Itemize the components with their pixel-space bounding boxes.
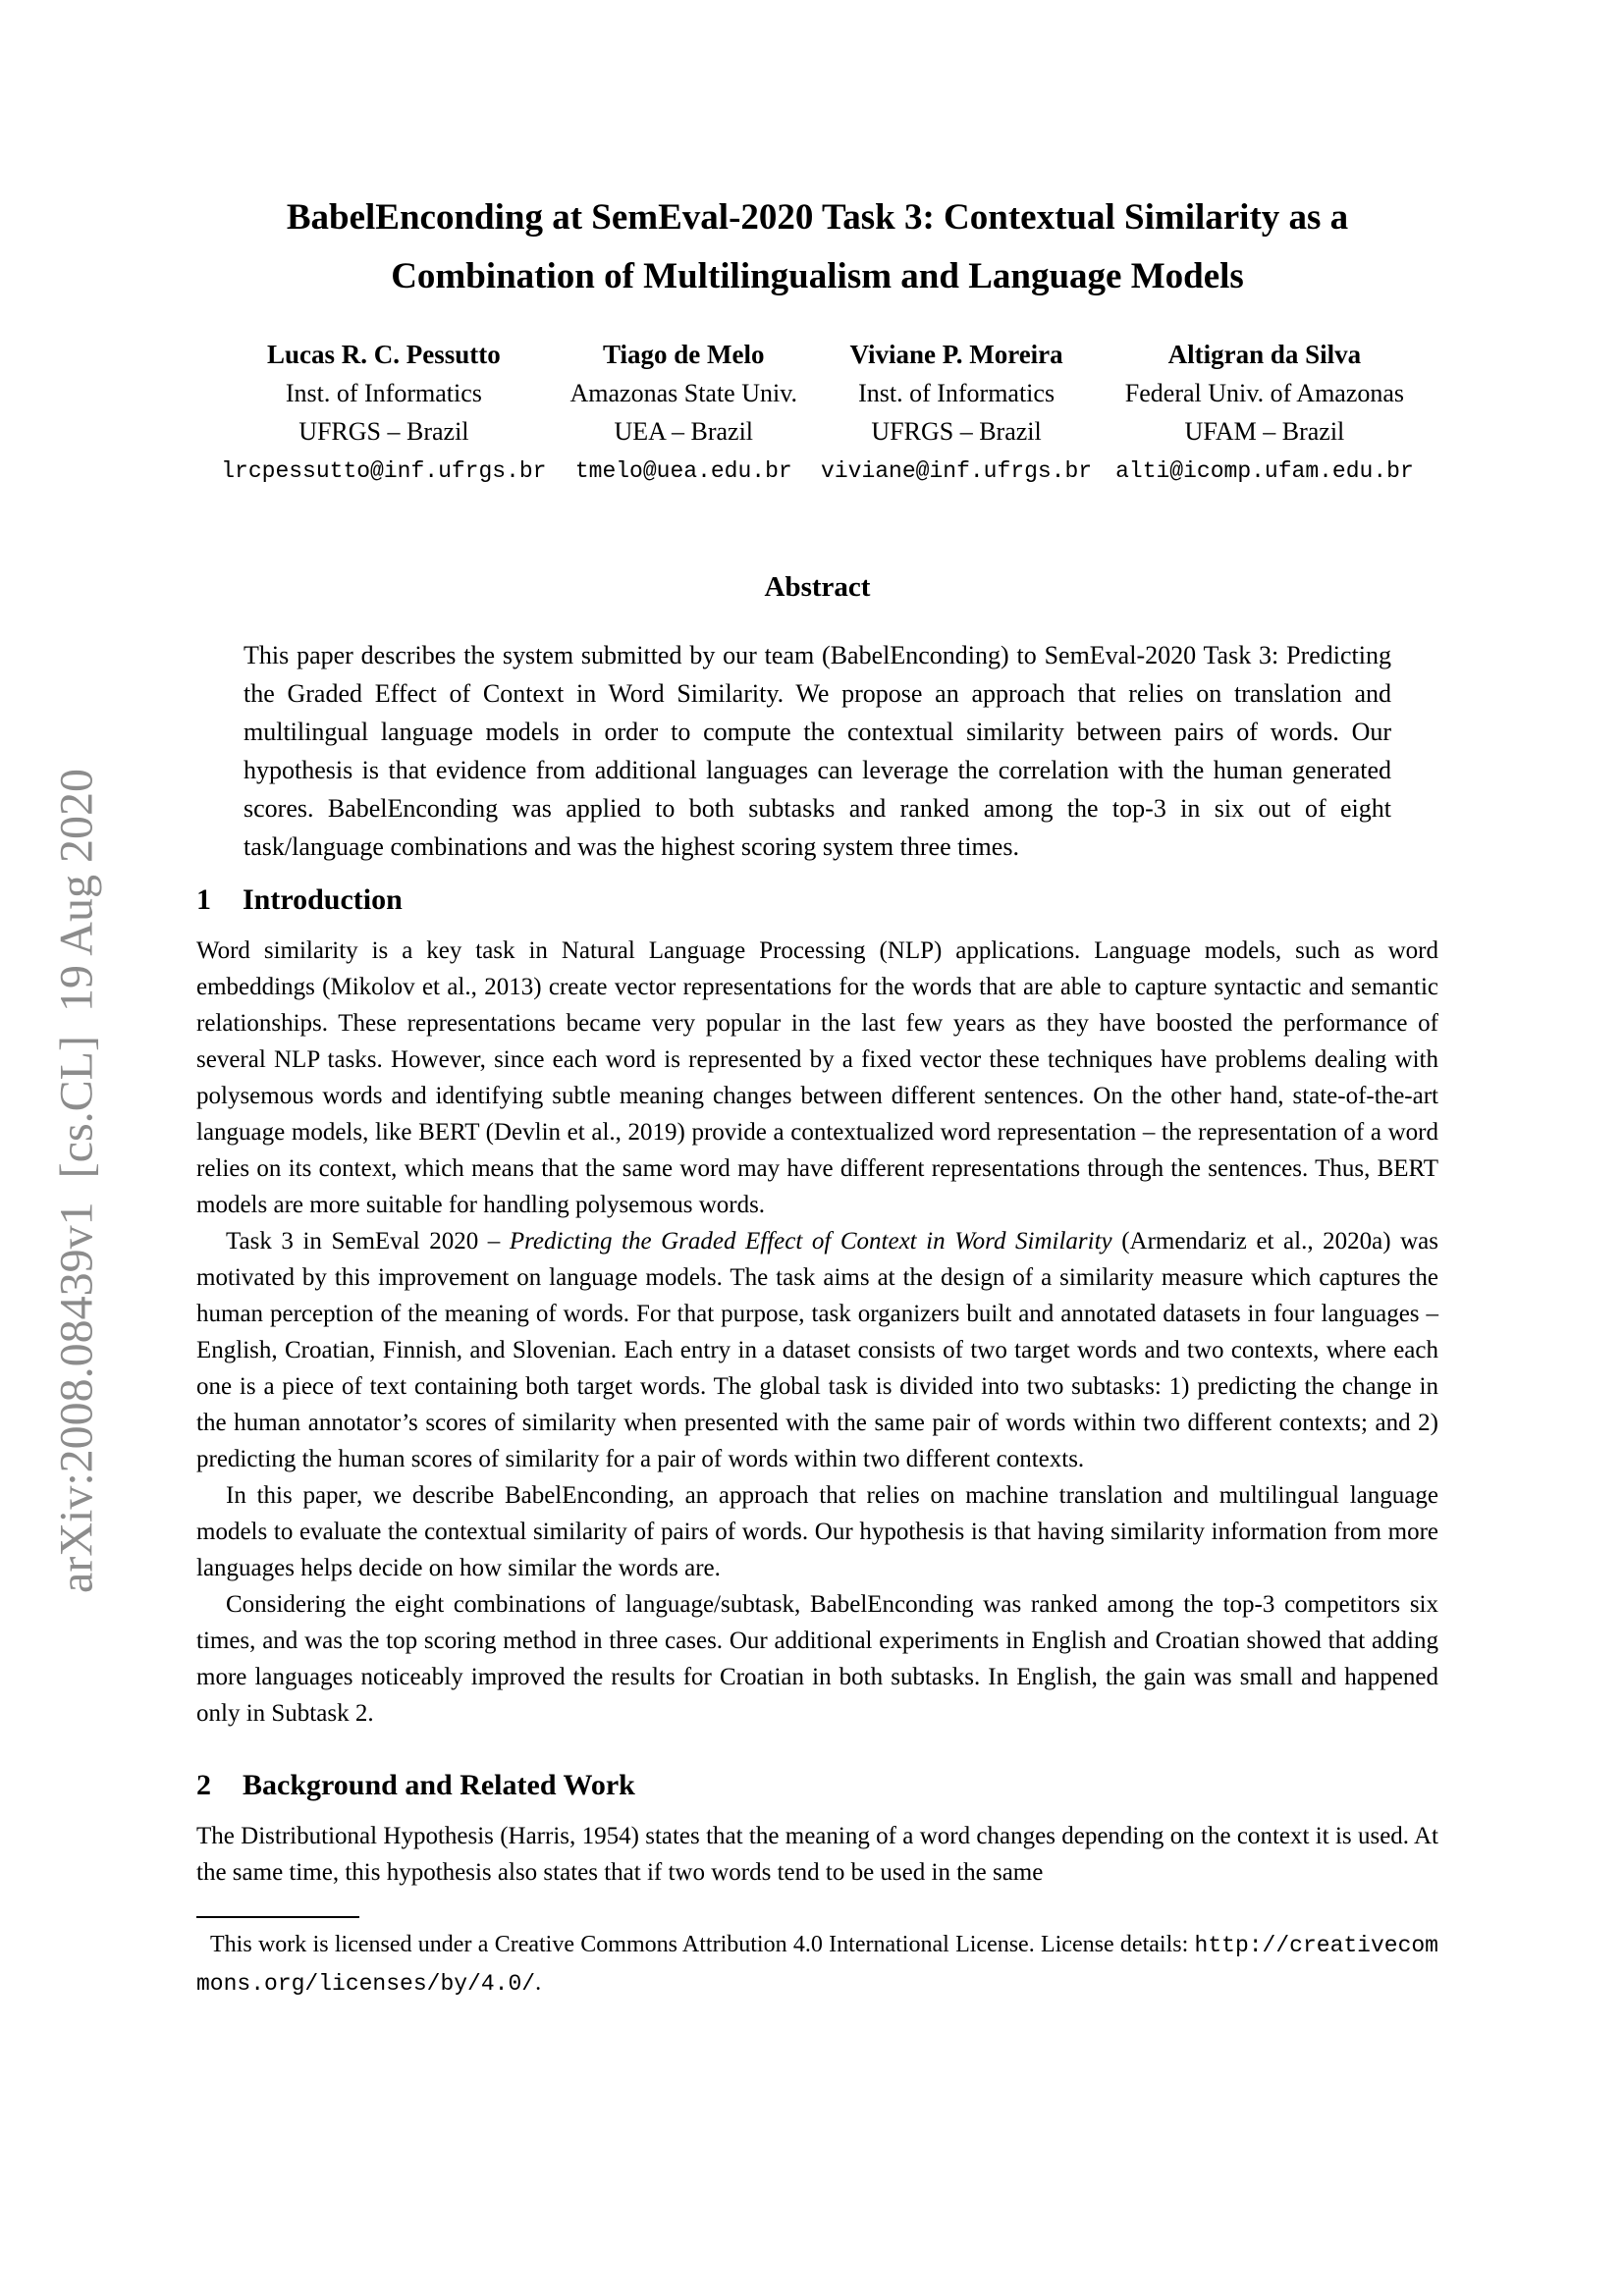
paragraph-intro-2 <box>196 1223 1438 1477</box>
arxiv-watermark: arXiv:2008.08439v1 [cs.CL] 19 Aug 2020 <box>50 769 103 1593</box>
section-2-number: 2 <box>196 1769 211 1801</box>
task-title-italic: Predicting the Graded Effect of Context in Word Similarity <box>509 1228 1112 1255</box>
author-block <box>196 336 1438 489</box>
author-name: Altigran da Silva <box>1167 340 1362 369</box>
author-institute: Inst. of Informatics <box>858 379 1056 407</box>
author-email: alti@icomp.ufam.edu.br <box>1115 458 1414 484</box>
footnote-rule <box>196 1916 359 1918</box>
author-column-4 <box>1115 336 1414 489</box>
author-column-2 <box>570 336 798 489</box>
author-column-1 <box>221 336 546 489</box>
author-university: UEA – Brazil <box>614 417 754 446</box>
paragraph-intro-3: In this paper, we describe BabelEnconding, an approach that relies on machine translation and multilingual language models to evaluate the contextual similarity of pairs of words. Our hypothesis is that having similarity information from more languages helps decide on how similar the words are. <box>196 1482 1438 1581</box>
paper-title <box>196 188 1438 306</box>
license-period: . <box>535 1970 542 1996</box>
footnote-license <box>196 1926 1438 2002</box>
intro-2-post: (Armendariz et al., 2020a) was motivated by this improvement on language models. The task aims at the design of a similarity measure which captures the human perception of the meaning of words. For that purpose, task organizers built and annotated datasets in four languages – English, Croatian, Finnish, and Slovenian. Each entry in a dataset consists of two target words and two contexts, where each one is a piece of text containing both target words. The global task is divided into two subtasks: 1) predicting the change in the human annotator’s scores of similarity when presented with the same pair of words within two different contexts; and 2) predicting the human scores of similarity for a pair of words within two different contexts. <box>196 1228 1438 1472</box>
author-name: Tiago de Melo <box>603 340 765 369</box>
author-university: UFAM – Brazil <box>1184 417 1345 446</box>
author-institute: Federal Univ. of Amazonas <box>1124 379 1405 407</box>
section-2-title: Background and Related Work <box>243 1769 635 1801</box>
abstract-text: This paper describes the system submitted by our team (BabelEnconding) to SemEval-2020 Task 3: Predicting the Graded Effect of Context in Word Similarity. We propose an approach that relies on translation and multilingual language models in order to compute the contextual similarity between pairs of words. Our hypothesis is that evidence from additional languages can leverage the correlation with the human generated scores. BabelEnconding was applied to both subtasks and ranked among the top-3 in six out of eight task/language combinations and was the highest scoring system three times. <box>244 641 1391 861</box>
license-text: This work is licensed under a Creative Commons Attribution 4.0 International License. License details: <box>210 1932 1195 1957</box>
author-institute: Inst. of Informatics <box>285 379 482 407</box>
author-email: lrcpessutto@inf.ufrgs.br <box>221 458 547 484</box>
author-name: Lucas R. C. Pessutto <box>266 340 501 369</box>
abstract-heading: Abstract <box>764 571 871 603</box>
paper-title-line2: Combination of Multilingualism and Language Models <box>391 256 1244 296</box>
author-email: viviane@inf.ufrgs.br <box>821 458 1093 484</box>
paper-title-line1: BabelEnconding at SemEval-2020 Task 3: Contextual Similarity as a <box>286 197 1349 238</box>
author-institute: Amazonas State Univ. <box>569 379 798 407</box>
paragraph-background-1: The Distributional Hypothesis (Harris, 1954) states that the meaning of a word changes depending on the context it is used. At the same time, this hypothesis also states that if two words tend to be used in the same <box>196 1823 1438 1886</box>
paragraph-intro-1: Word similarity is a key task in Natural Language Processing (NLP) applications. Language models, such as word embeddings (Mikolov et al., 2013) create vector representations for the words that are able to capture syntactic and semantic relationships. These representations became very popular in the last few years as they have boosted the performance of several NLP tasks. However, since each word is represented by a fixed vector these techniques have problems dealing with polysemous words and identifying subtle meaning changes between different sentences. On the other hand, state-of-the-art language models, like BERT (Devlin et al., 2019) provide a contextualized word representation – the representation of a word relies on its context, which means that the same word may have different representations through the sentences. Thus, BERT models are more suitable for handling polysemous words. <box>196 937 1438 1218</box>
section-1-title: Introduction <box>243 883 403 916</box>
author-email: tmelo@uea.edu.br <box>574 458 792 484</box>
author-university: UFRGS – Brazil <box>871 417 1042 446</box>
license-url[interactable]: http://creativecommons.org/licenses/by/4.0/ <box>196 1933 1438 1997</box>
section-1-heading <box>196 880 1438 921</box>
paper-content <box>196 0 1438 2002</box>
section-1-number: 1 <box>196 883 211 916</box>
paragraph-intro-4: Considering the eight combinations of language/subtask, BabelEnconding was ranked among the top-3 competitors six times, and was the top scoring method in three cases. Our additional experiments in English and Croatian showed that adding more languages noticeably improved the results for Croatian in both subtasks. In English, the gain was small and happened only in Subtask 2. <box>196 1591 1438 1727</box>
section-2-heading <box>196 1765 1438 1806</box>
author-column-3 <box>821 336 1092 489</box>
author-university: UFRGS – Brazil <box>298 417 469 446</box>
author-name: Viviane P. Moreira <box>849 340 1063 369</box>
intro-2-pre: Task 3 in SemEval 2020 – <box>226 1228 510 1255</box>
